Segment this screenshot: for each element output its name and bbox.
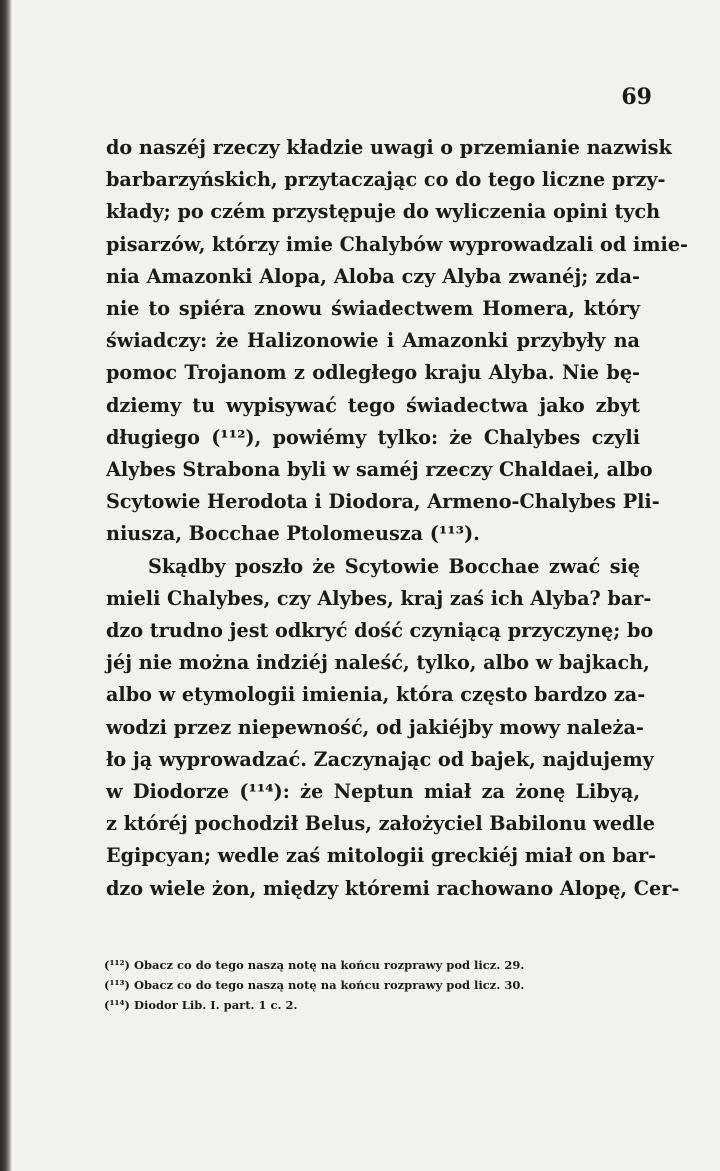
text-line: nia Amazonki Alopa, Aloba czy Alyba zwanéj; zda-: [106, 264, 640, 288]
text-line: świadczy: że Halizonowie i Amazonki przybyły na: [106, 329, 640, 353]
body-text: [106, 132, 689, 905]
text-line: pisarzów, którzy imie Chalybów wyprowadzali od imie-: [106, 232, 689, 256]
text-line: z któréj pochodził Belus, założyciel Babilonu wedle: [106, 812, 655, 836]
text-line: długiego (¹¹²), powiémy tylko: że Chalybes czyli: [106, 425, 640, 449]
page-number: 69: [621, 84, 652, 110]
page-binding-edge: [0, 0, 12, 1171]
text-line: albo w etymologii imienia, która często bardzo za-: [106, 683, 646, 707]
text-line: mieli Chalybes, czy Alybes, kraj zaś ich Alyba? bar-: [106, 586, 652, 610]
text-line: Egipcyan; wedle zaś mitologii greckiéj miał on bar-: [106, 844, 657, 868]
footnote-114: (¹¹⁴) Diodor Lib. I. part. 1 c. 2.: [104, 998, 298, 1012]
footnotes: [104, 955, 634, 1015]
text-line: Scytowie Herodota i Diodora, Armeno-Chalybes Pli-: [106, 490, 660, 514]
text-line: dzo wiele żon, między któremi rachowano Alopę, Cer-: [106, 876, 680, 900]
text-line: kłady; po czém przystępuje do wyliczenia opini tych: [106, 200, 661, 224]
text-line: Alybes Strabona byli w saméj rzeczy Chaldaei, albo: [106, 458, 653, 482]
text-line: dzo trudno jest odkryć dość czyniącą przyczynę; bo: [106, 619, 654, 643]
text-line: Skądby poszło że Scytowie Bocchae zwać się: [148, 554, 640, 578]
footnote-113: (¹¹³) Obacz co do tego naszą notę na końcu rozprawy pod licz. 30.: [104, 978, 525, 992]
text-line: dziemy tu wypisywać tego świadectwa jako zbyt: [106, 393, 640, 417]
text-line: wodzi przez niepewność, od jakiéjby mowy należa-: [106, 715, 644, 739]
text-line: nie to spiéra znowu świadectwem Homera, który: [106, 297, 640, 321]
text-line: jéj nie można indziéj naleść, tylko, albo w bajkach,: [106, 651, 650, 675]
footnote-112: (¹¹²) Obacz co do tego naszą notę na końcu rozprawy pod licz. 29.: [104, 958, 525, 972]
text-line: niusza, Bocchae Ptolomeusza (¹¹³).: [106, 522, 480, 546]
text-line: do naszéj rzeczy kładzie uwagi o przemianie nazwisk: [106, 136, 672, 159]
text-line: barbarzyńskich, przytaczając co do tego liczne przy-: [106, 168, 666, 192]
text-line: pomoc Trojanom z odległego kraju Alyba. Nie bę-: [106, 361, 640, 385]
text-line: ło ją wyprowadzać. Zaczynając od bajek, najdujemy: [106, 747, 654, 771]
text-line: w Diodorze (¹¹⁴): że Neptun miał za żonę Libyą,: [106, 780, 640, 804]
